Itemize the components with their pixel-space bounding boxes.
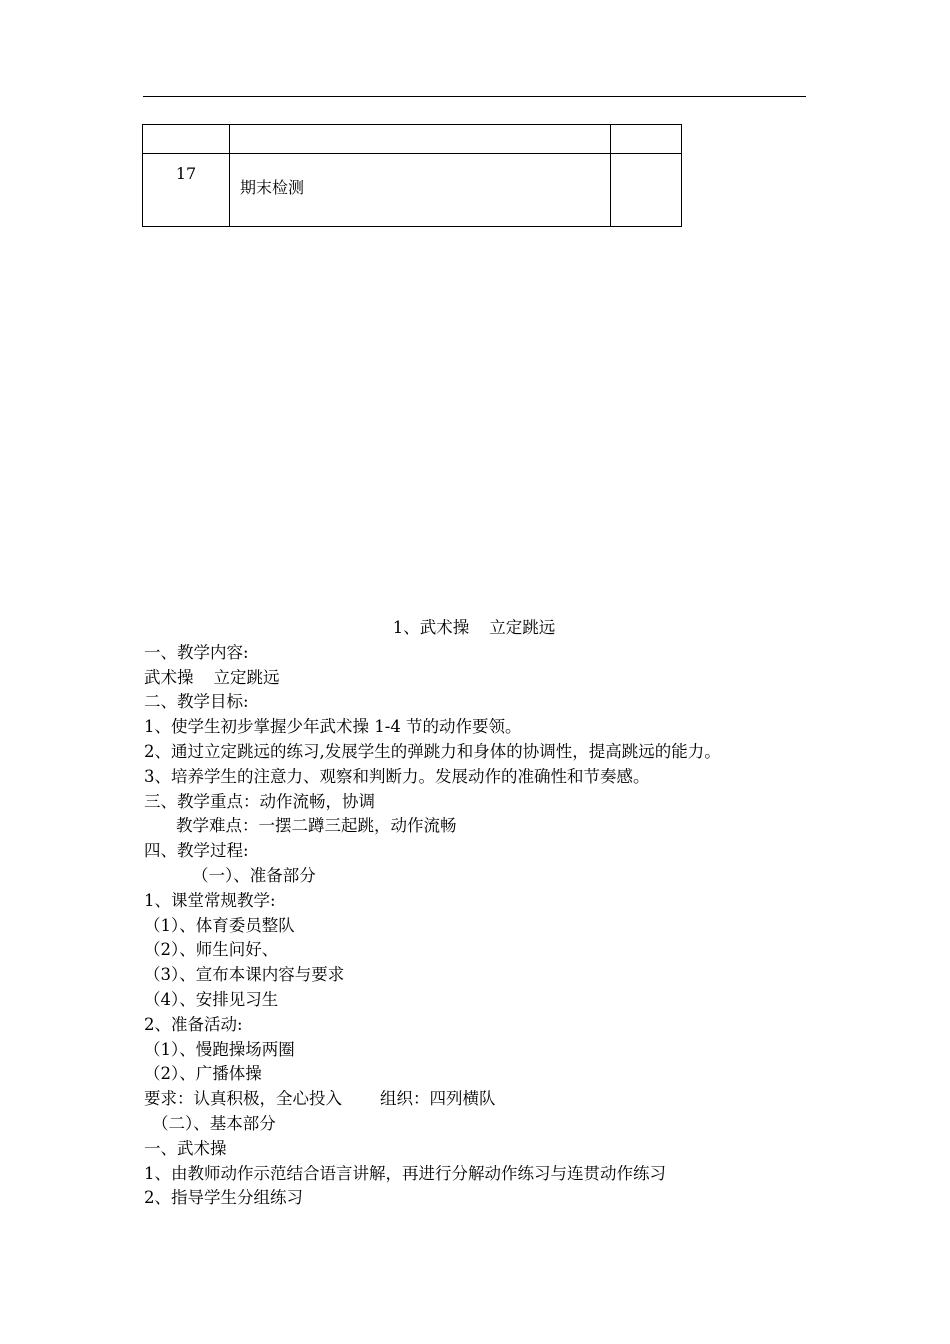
list-item: （4）、安排见习生 — [144, 989, 279, 1009]
lesson-content-cell — [230, 125, 611, 154]
schedule-table — [142, 124, 682, 227]
sub-heading: 2、准备活动: — [144, 1014, 243, 1034]
lesson-plan — [144, 616, 824, 1211]
section-heading: 一、教学内容: — [144, 642, 249, 662]
list-item: 1、由教师动作示范结合语言讲解，再进行分解动作练习与连贯动作练习 — [144, 1163, 666, 1183]
header-rule — [143, 96, 806, 97]
requirement-line — [144, 1087, 824, 1112]
lesson-number: 17 — [175, 164, 197, 183]
lesson-note-cell — [611, 154, 682, 227]
section-heading: 四、教学过程: — [144, 841, 249, 861]
goal-item: 2、通过立定跳远的练习,发展学生的弹跳力和身体的协调性，提高跳远的能力。 — [144, 741, 721, 761]
goal-item: 3、培养学生的注意力、观察和判断力。发展动作的准确性和节奏感。 — [144, 766, 650, 786]
lesson-content-cell — [230, 154, 611, 227]
requirement-text: 要求：认真积极，全心投入 — [144, 1089, 342, 1109]
list-item: （1）、慢跑操场两圈 — [144, 1039, 295, 1059]
sub-heading: 1、课堂常规教学: — [144, 890, 276, 910]
lesson-content: 期末检测 — [240, 178, 305, 197]
list-item: （2）、广播体操 — [144, 1064, 262, 1084]
lesson-title-sub: 立定跳远 — [489, 618, 556, 637]
list-item: （1）、体育委员整队 — [144, 915, 295, 935]
part-heading: （二）、基本部分 — [152, 1113, 276, 1133]
lesson-note-cell — [611, 125, 682, 154]
section-heading: 二、教学目标: — [144, 692, 249, 712]
organization-text: 组织：四列横队 — [380, 1089, 496, 1109]
lesson-number-cell — [143, 154, 230, 227]
list-item: （3）、宣布本课内容与要求 — [144, 965, 345, 985]
lesson-number-cell — [143, 125, 230, 154]
lesson-title-main: 1、武术操 — [392, 618, 470, 637]
lesson-title — [144, 616, 804, 641]
table-row — [143, 125, 682, 154]
table-row — [143, 154, 682, 227]
sub-heading: 一、武术操 — [144, 1138, 227, 1158]
section-heading: 三、教学重点：动作流畅，协调 — [144, 791, 375, 811]
list-item: 2、指导学生分组练习 — [144, 1188, 303, 1208]
goal-item: 1、使学生初步掌握少年武术操 1-4 节的动作要领。 — [144, 717, 522, 737]
content-line — [144, 666, 824, 691]
part-heading: （一）、准备部分 — [192, 865, 316, 885]
list-item: （2）、师生问好、 — [144, 940, 279, 960]
difficulty-line: 教学难点：一摆二蹲三起跳，动作流畅 — [176, 816, 457, 836]
content-item: 武术操 — [144, 667, 194, 687]
content-item: 立定跳远 — [213, 667, 280, 687]
